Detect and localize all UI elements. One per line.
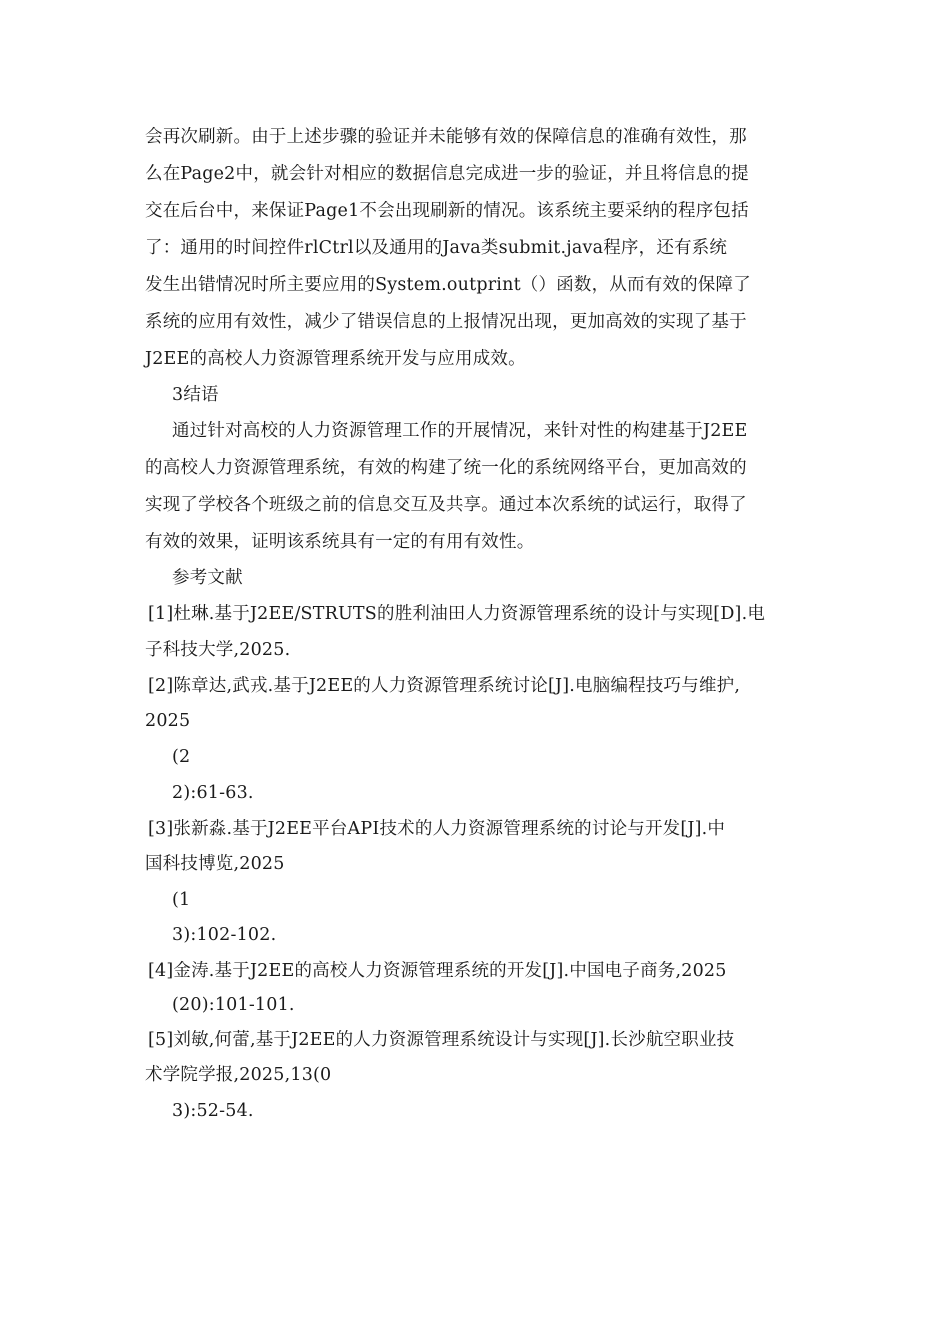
reference-line: 2025 <box>145 711 191 731</box>
conclusion-line-3: 实现了学校各个班级之前的信息交互及共享。通过本次系统的试运行，取得了 <box>145 495 747 515</box>
reference-line: [5]刘敏,何蕾,基于J2EE的人力资源管理系统设计与实现[J].长沙航空职业技 <box>148 1030 735 1050</box>
references-heading: 参考文献 <box>172 568 243 588</box>
body-line-5: 发生出错情况时所主要应用的System.outprint（）函数，从而有效的保障了 <box>145 275 751 295</box>
reference-line: 3):102-102. <box>172 925 277 945</box>
section-heading-conclusion: 3结语 <box>172 385 219 405</box>
reference-line: [2]陈章达,武戎.基于J2EE的人力资源管理系统讨论[J].电脑编程技巧与维护, <box>148 676 741 696</box>
reference-line: 术学院学报,2025,13(0 <box>145 1065 332 1085</box>
reference-line: (1 <box>172 890 191 910</box>
conclusion-line-2: 的高校人力资源管理系统，有效的构建了统一化的系统网络平台，更加高效的 <box>145 458 747 478</box>
reference-line: (20):101-101. <box>172 995 295 1015</box>
body-line-4: 了：通用的时间控件rlCtrl以及通用的Java类submit.java程序，还有系统 <box>145 238 728 258</box>
reference-line: 子科技大学,2025. <box>145 640 291 660</box>
reference-line: [4]金涛.基于J2EE的高校人力资源管理系统的开发[J].中国电子商务,2025 <box>148 961 727 981</box>
reference-line: 国科技博览,2025 <box>145 854 285 874</box>
reference-line: 3):52-54. <box>172 1101 254 1121</box>
reference-line: 2):61-63. <box>172 783 254 803</box>
body-line-2: 么在Page2中，就会针对相应的数据信息完成进一步的验证，并且将信息的提 <box>145 164 749 184</box>
body-line-1: 会再次刷新。由于上述步骤的验证并未能够有效的保障信息的准确有效性，那 <box>145 127 747 147</box>
reference-line: [1]杜琳.基于J2EE/STRUTS的胜利油田人力资源管理系统的设计与实现[D].电 <box>148 604 766 624</box>
conclusion-line-4: 有效的效果，证明该系统具有一定的有用有效性。 <box>145 532 535 552</box>
body-line-3: 交在后台中，来保证Page1不会出现刷新的情况。该系统主要采纳的程序包括 <box>145 201 749 221</box>
reference-line: (2 <box>172 747 191 767</box>
reference-line: [3]张新淼.基于J2EE平台API技术的人力资源管理系统的讨论与开发[J].中 <box>148 819 726 839</box>
conclusion-line-1: 通过针对高校的人力资源管理工作的开展情况，来针对性的构建基于J2EE <box>172 421 748 441</box>
body-line-6: 系统的应用有效性，减少了错误信息的上报情况出现，更加高效的实现了基于 <box>145 312 747 332</box>
body-line-7: J2EE的高校人力资源管理系统开发与应用成效。 <box>145 349 526 369</box>
